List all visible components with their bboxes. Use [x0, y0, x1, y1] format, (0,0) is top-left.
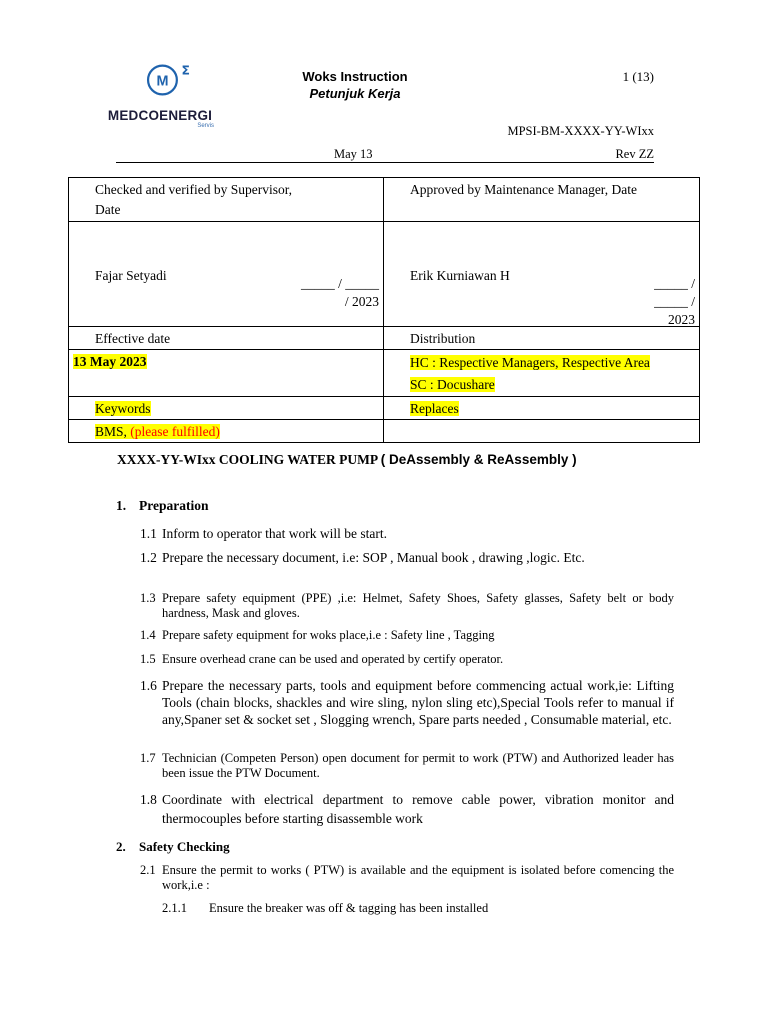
logo-subtext: Servis — [197, 123, 214, 129]
section-title: Preparation — [139, 498, 209, 513]
header-divider — [116, 162, 654, 163]
section-title: Safety Checking — [139, 839, 230, 854]
list-item: 2.1 Ensure the permit to works ( PTW) is available and the equipment is isolated before comencing the work,i.e : — [140, 863, 674, 892]
distribution-value-cell — [384, 350, 700, 397]
document-date: May 13 — [334, 147, 373, 161]
distribution-sc: SC : Docushare — [410, 377, 495, 392]
supervisor-name: Fajar Setyadi — [95, 268, 167, 283]
document-type-subtitle: Petunjuk Kerja — [309, 86, 401, 101]
document-type-title: Woks Instruction — [302, 69, 408, 84]
keywords-label: Keywords — [95, 401, 151, 416]
checked-by-cell — [69, 178, 384, 222]
effective-date-label: Effective date — [95, 331, 171, 346]
list-item: 1.4 Prepare safety equipment for woks place,i.e : Safety line , Tagging — [140, 628, 495, 642]
supervisor-date-line: _____ / _____ — [300, 276, 379, 291]
list-item: 1.2 Prepare the necessary document, i.e: SOP , Manual book , drawing ,logic. Etc. — [140, 550, 585, 565]
supervisor-signature-cell — [69, 222, 384, 327]
effective-date-value: 13 May 2023 — [73, 354, 147, 369]
keywords-note: (please fulfilled) — [130, 424, 220, 439]
list-item: 1.5 Ensure overhead crane can be used and operated by certify operator. — [140, 652, 504, 666]
svg-text:Σ: Σ — [181, 63, 190, 78]
table-row — [69, 350, 700, 397]
document-code: MPSI-BM-XXXX-YY-WIxx — [507, 124, 654, 138]
manager-date-line-2: _____ / — [654, 294, 695, 309]
keywords-label-cell — [69, 397, 384, 420]
manager-date-year: 2023 — [668, 312, 695, 327]
approved-by-cell — [384, 178, 700, 222]
table-row — [69, 397, 700, 420]
list-item: 1.6 Prepare the necessary parts, tools and equipment before commencing actual work,ie: Lifting Tools (chain blocks, shackles and wire sling, nylon sling etc),Special Tools refer to manual if any,Spaner set & socket set , Slogging wrench, Spare parts needed , Consumable material, etc. — [140, 678, 674, 727]
distribution-label-cell — [384, 327, 700, 350]
checked-by-date-label: Date — [95, 202, 121, 217]
table-row — [69, 420, 700, 443]
replaces-label-cell — [384, 397, 700, 420]
document-title — [117, 452, 577, 468]
list-item: 1.3 Prepare safety equipment (PPE) ,i.e: Helmet, Safety Shoes, Safety glasses, Safety belt or body hardness, Mask and gloves. — [140, 591, 674, 620]
distribution-hc: HC : Respective Managers, Respective Area — [410, 355, 650, 370]
logo-wordmark: MEDCOENERGI — [107, 108, 213, 123]
effective-date-label-cell — [69, 327, 384, 350]
approved-by-label: Approved by Maintenance Manager, Date — [410, 182, 637, 197]
svg-text:M: M — [156, 73, 169, 90]
table-row — [69, 327, 700, 350]
replaces-label: Replaces — [410, 401, 459, 416]
list-item: 1.8 Coordinate with electrical department to remove cable power, vibration monitor and thermocouples before starting disassemble work — [140, 792, 674, 826]
document-title-main: XXXX-YY-WIxx COOLING WATER PUMP — [117, 452, 378, 467]
manager-date-line-1: _____ / — [654, 276, 695, 291]
supervisor-date-year: / 2023 — [344, 294, 379, 309]
list-subitem: 2.1.1 Ensure the breaker was off & tagging has been installed — [162, 901, 489, 915]
checked-by-label: Checked and verified by Supervisor, — [95, 182, 293, 197]
document-title-scope: ( DeAssembly & ReAssembly ) — [380, 452, 577, 467]
page-number: 1 (13) — [622, 69, 654, 84]
medcoenergi-logo-icon — [146, 56, 194, 104]
keywords-value-cell — [69, 420, 384, 443]
section-heading-preparation: 1. Preparation — [116, 498, 209, 513]
revision-label: Rev ZZ — [615, 147, 654, 161]
approval-table — [68, 177, 700, 443]
table-row — [69, 178, 700, 222]
table-row — [69, 222, 700, 327]
distribution-label: Distribution — [410, 331, 476, 346]
replaces-value-cell — [384, 420, 700, 443]
effective-date-value-cell — [69, 350, 384, 397]
list-item: 1.1 Inform to operator that work will be start. — [140, 526, 387, 541]
manager-name: Erik Kurniawan H — [410, 268, 510, 283]
manager-signature-cell — [384, 222, 700, 327]
section-heading-safety-checking: 2. Safety Checking — [116, 839, 230, 854]
keywords-value: BMS, — [95, 424, 127, 439]
company-logo — [104, 52, 216, 132]
list-item: 1.7 Technician (Competen Person) open document for permit to work (PTW) and Authorized leader has been issue the PTW Document. — [140, 751, 674, 780]
